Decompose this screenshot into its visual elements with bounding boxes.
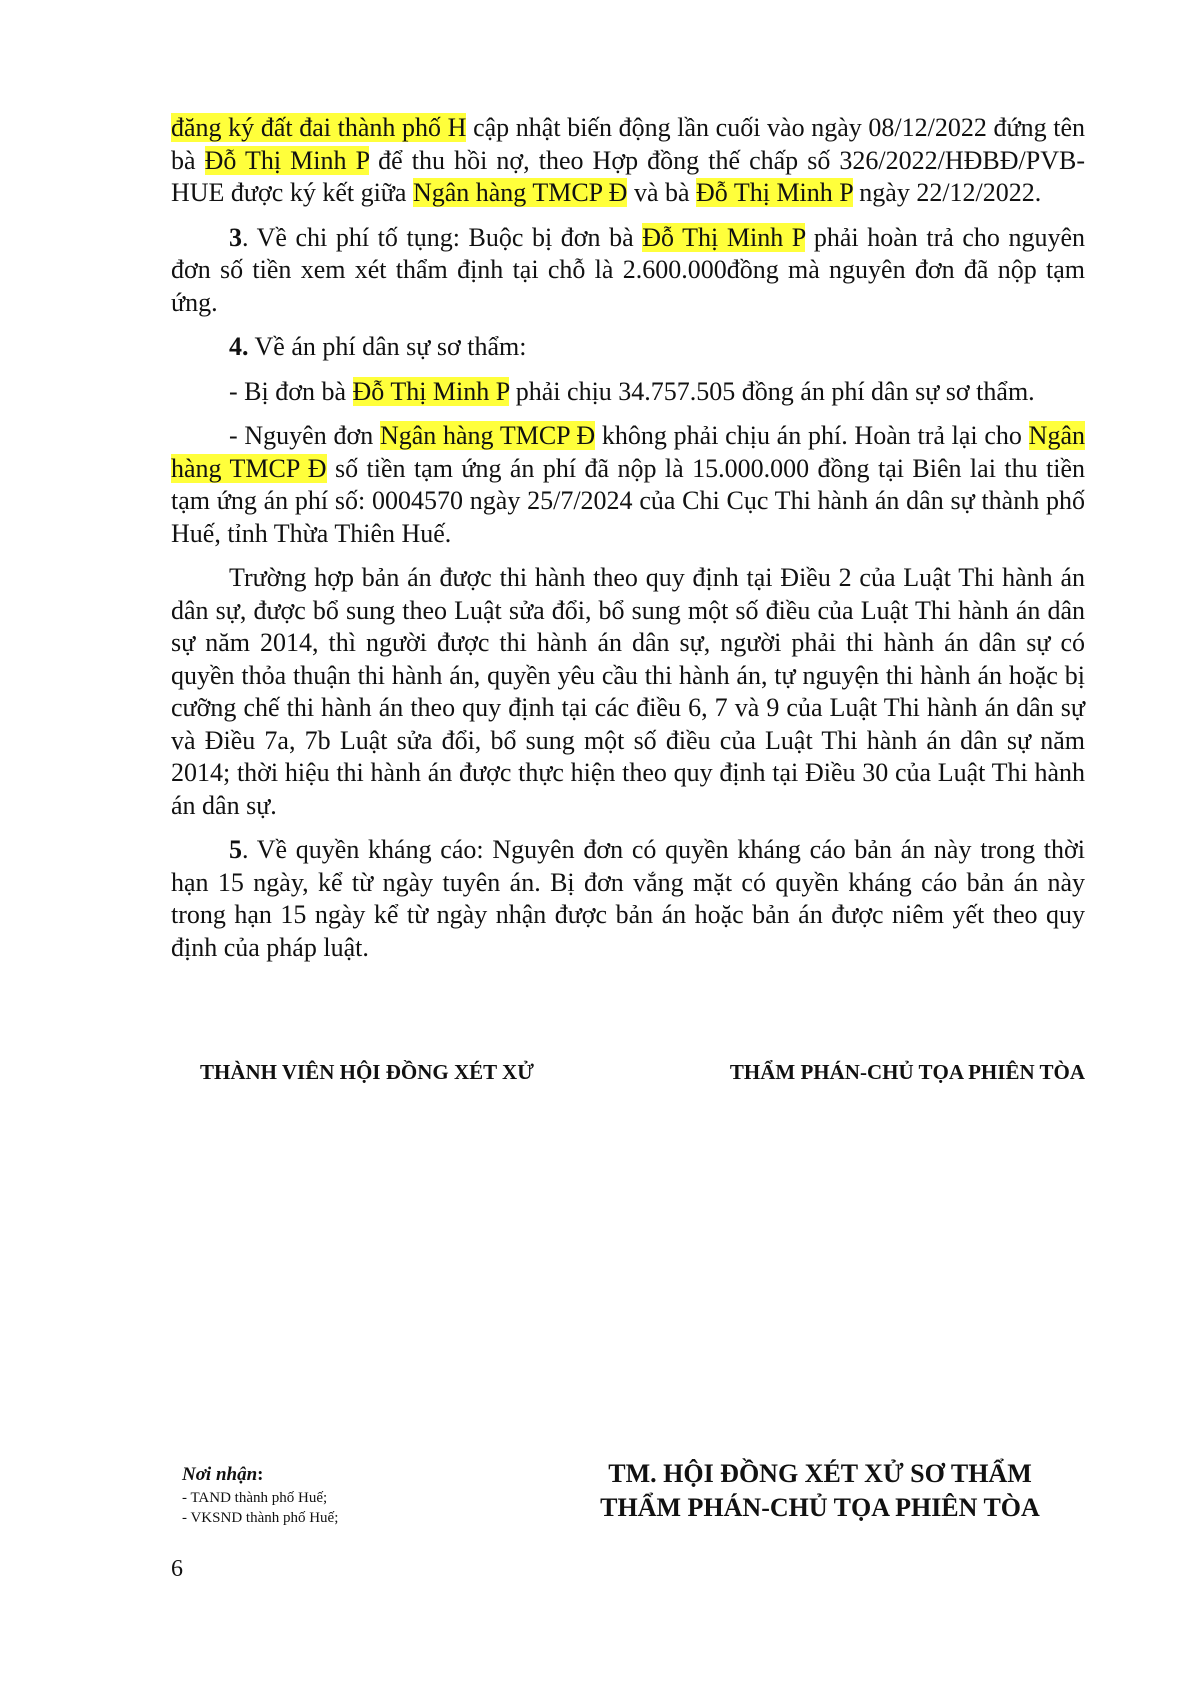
recipients-title: Nơi nhận: <box>182 1464 264 1485</box>
text-segment: cập nhật biến động lần cuối vào ngày 08/12/2022 đứng tên bà <box>171 113 1085 175</box>
final-signature-block <box>560 1457 1080 1525</box>
final-signature-line2: THẨM PHÁN-CHỦ TỌA PHIÊN TÒA <box>600 1493 1040 1522</box>
paragraph-enforcement <box>171 562 1085 822</box>
text-segment: ngày 22/12/2022. <box>852 178 1042 207</box>
highlighted-entity: Đỗ Thị Minh P <box>642 222 806 252</box>
text-segment: - Nguyên đơn <box>229 421 380 450</box>
item-number: 4. <box>229 332 249 361</box>
text-segment: không phải chịu án phí. Hoàn trả lại cho <box>595 421 1029 450</box>
text-segment: số tiền tạm ứng án phí đã nộp là 15.000.000 đồng tại Biên lai thu tiền tạm ứng án phí số: 0004570 ngày 25/7/2024 của Chi Cục Thi hành án dân sự thành phố Huế, tỉnh Thừa Thiên Huế. <box>171 453 1085 548</box>
text-segment: Trường hợp bản án được thi hành theo quy định tại Điều 2 của Luật Thi hành án dân sự, được bổ sung theo Luật sửa đổi, bổ sung một số điều của Luật Thi hành án dân sự năm 2014, thì người được thi hành án dân sự, người phải thi hành án dân sự có quyền thỏa thuận thi hành án, quyền yêu cầu thi hành án, tự nguyện thi hành án hoặc bị cưỡng chế thi hành án theo quy định tại các điều 6, 7 và 9 của Luật Thi hành án dân sự và Điều 7a, 7b Luật sửa đổi, bổ sung một số điều của Luật Thi hành án dân sự năm 2014; thời hiệu thi hành án được thực hiện theo quy định tại Điều 30 của Luật Thi hành án dân sự. <box>171 563 1085 820</box>
page-number: 6 <box>171 1556 183 1582</box>
highlighted-entity: Ngân hàng TMCP Đ <box>379 421 596 450</box>
paragraph-collateral <box>171 112 1085 210</box>
highlighted-entity: Đỗ Thị Minh P <box>696 178 853 207</box>
signature-panel-member: THÀNH VIÊN HỘI ĐỒNG XÉT XỬ <box>200 1060 534 1084</box>
paragraph-plaintiff-refund <box>171 420 1085 550</box>
text-segment: - Bị đơn bà <box>229 376 353 406</box>
text-segment: và bà <box>627 178 697 207</box>
text-segment: Về án phí dân sự sơ thẩm: <box>248 332 527 361</box>
text-segment: . Về chi phí tố tụng: Buộc bị đơn bà <box>242 222 643 252</box>
highlighted-entity: đăng ký đất đai thành phố H <box>171 113 467 142</box>
recipient-item: - VKSND thành phố Huế; <box>182 1510 339 1526</box>
paragraph-defendant-fee <box>171 376 1085 409</box>
text-segment: phải hoàn trả cho nguyên đơn số tiền xem xét thẩm định tại chỗ là 2.600.000đồng mà nguyên đơn đã nộp tạm ứng. <box>171 222 1086 317</box>
paragraph-appeal-rights <box>171 834 1085 964</box>
item-number: 5 <box>229 835 242 864</box>
highlighted-entity: Ngân hàng TMCP Đ <box>171 421 1085 483</box>
text-segment: để thu hồi nợ, theo Hợp đồng thế chấp số 326/2022/HĐBĐ/PVB-HUE được ký kết giữa <box>171 145 1085 207</box>
highlighted-entity: Ngân hàng TMCP Đ <box>412 178 628 207</box>
signature-presiding-judge: THẨM PHÁN-CHỦ TỌA PHIÊN TÒA <box>729 1060 1085 1084</box>
highlighted-entity: Đỗ Thị Minh P <box>352 376 510 406</box>
highlighted-entity: Đỗ Thị Minh P <box>204 145 370 175</box>
recipient-item: - TAND thành phố Huế; <box>182 1490 328 1506</box>
recipients-block <box>182 1462 338 1528</box>
paragraph-court-fee-heading <box>171 331 1085 364</box>
item-number: 3 <box>229 222 242 252</box>
text-segment: phải chịu 34.757.505 đồng án phí dân sự sơ thẩm. <box>509 376 1035 406</box>
judgment-body <box>171 112 1085 976</box>
text-segment: . Về quyền kháng cáo: Nguyên đơn có quyền kháng cáo bản án này trong thời hạn 15 ngày, kể từ ngày tuyên án. Bị đơn vắng mặt có quyền kháng cáo bản án này trong hạn 15 ngày kể từ ngày nhận được bản án hoặc bản án được niêm yết theo quy định của pháp luật. <box>171 835 1085 962</box>
final-signature-line1: TM. HỘI ĐỒNG XÉT XỬ SƠ THẨM <box>608 1459 1032 1488</box>
paragraph-litigation-costs <box>171 222 1085 320</box>
